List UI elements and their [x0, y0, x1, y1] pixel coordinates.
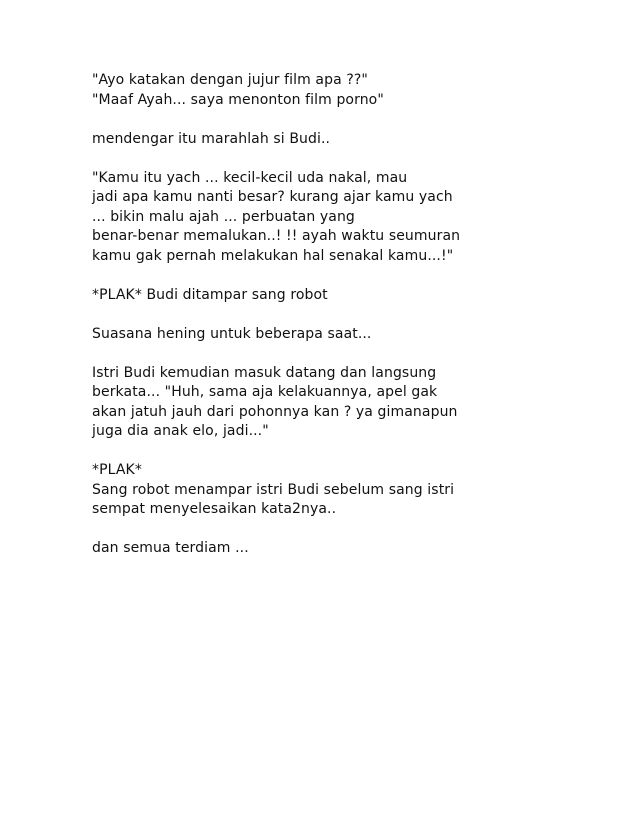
text-line: dan semua terdiam ... [92, 540, 249, 556]
paragraph-silence [92, 325, 512, 345]
paragraph-budi-angry [92, 130, 512, 150]
text-line: "Ayo katakan dengan jujur film apa ??" [92, 72, 368, 88]
text-line: Suasana hening untuk beberapa saat... [92, 325, 372, 342]
paragraph-plak-budi [92, 286, 512, 306]
document-body [92, 71, 512, 578]
text-line: akan jatuh jauh dari pohonnya kan ? ya gimanapun [92, 403, 458, 420]
text-line: jadi apa kamu nanti besar? kurang ajar kamu yach [92, 189, 453, 205]
text-line: mendengar itu marahlah si Budi.. [92, 130, 331, 147]
text-line: *PLAK* [92, 462, 142, 478]
text-line: berkata... "Huh, sama aja kelakuannya, apel gak [92, 384, 438, 400]
text-line: Istri Budi kemudian masuk datang dan langsung [92, 364, 437, 381]
paragraph-ending [92, 539, 512, 559]
text-line: Sang robot menampar istri Budi sebelum sang istri [92, 481, 455, 498]
text-line: sempat menyelesaikan kata2nya.. [92, 501, 337, 517]
paragraph-budi-scolding [92, 169, 512, 267]
text-line: kamu gak pernah melakukan hal senakal kamu...!" [92, 247, 454, 264]
paragraph-wife-enters [92, 364, 512, 442]
text-line: benar-benar memalukan..! !! ayah waktu seumuran [92, 228, 461, 244]
paragraph-dialogue-opening [92, 71, 512, 110]
text-line: "Maaf Ayah... saya menonton film porno" [92, 91, 384, 108]
text-line: *PLAK* Budi ditampar sang robot [92, 286, 328, 303]
text-line: ... bikin malu ajah ... perbuatan yang [92, 208, 355, 225]
text-line: "Kamu itu yach ... kecil-kecil uda nakal, mau [92, 169, 408, 186]
text-line: juga dia anak elo, jadi..." [92, 423, 269, 439]
paragraph-plak-wife [92, 461, 512, 520]
